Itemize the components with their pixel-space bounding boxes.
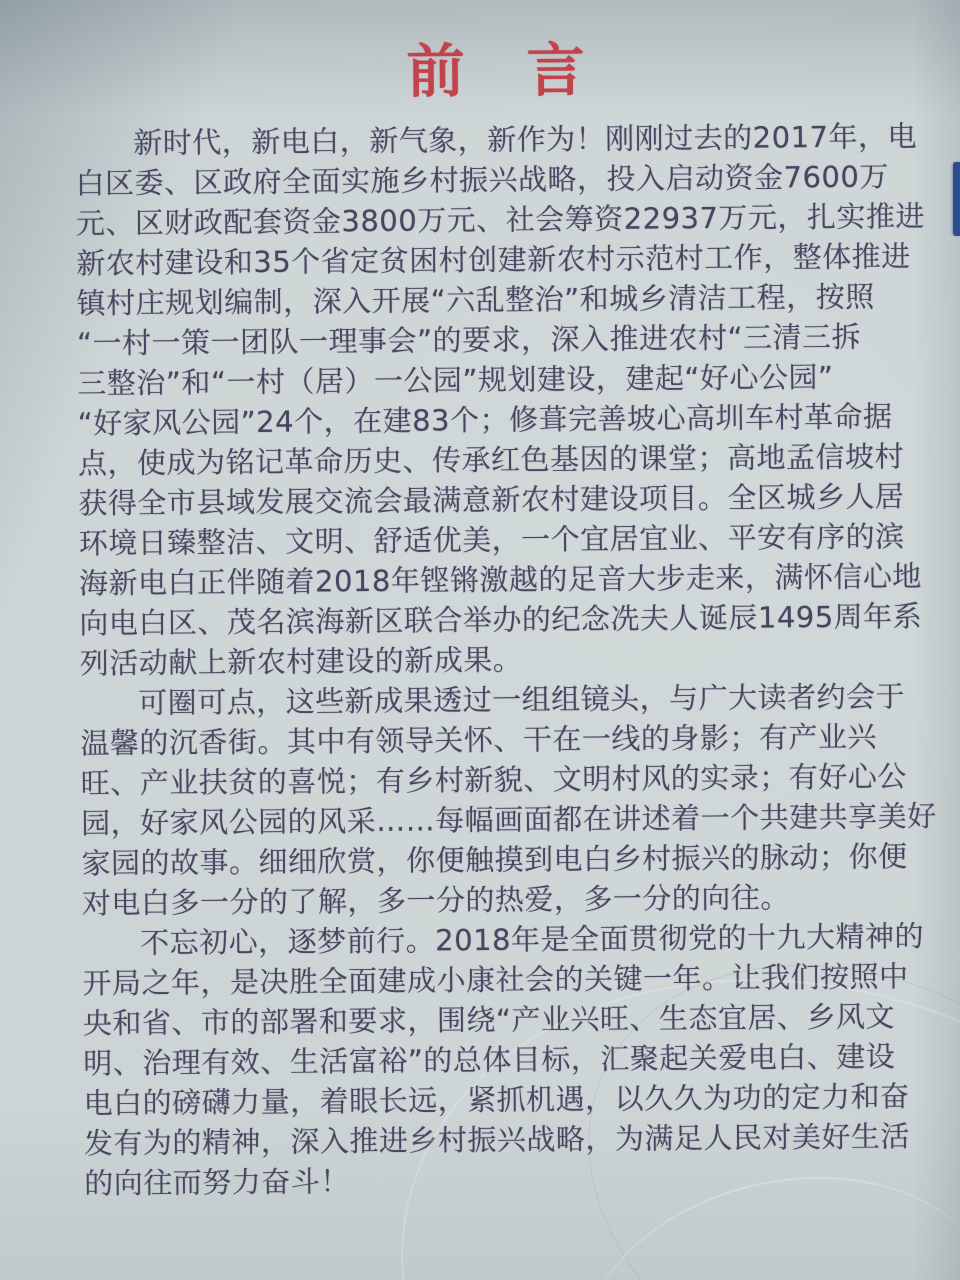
text-line: 获得全市县域发展交流会最满意新农村建设项目。全区城乡人居 bbox=[78, 479, 905, 521]
text-line: 新时代，新电白，新气象，新作为！刚刚过去的2017年，电 bbox=[133, 119, 918, 161]
text-line: 点，使成为铭记革命历史、传承红色基因的课堂；高地孟信坡村 bbox=[77, 439, 905, 481]
text-line: 电白的磅礴力量，着眼长远，紧抓机遇，以久久为功的定力和奋 bbox=[83, 1079, 910, 1121]
text-line: 发有为的精神，深入推进乡村振兴战略，为满足人民对美好生活 bbox=[83, 1119, 911, 1161]
text-line: 向电白区、茂名滨海新区联合举办的纪念冼夫人诞辰1495周年系 bbox=[79, 599, 923, 641]
text-line: 对电白多一分的了解，多一分的热爱，多一分的向往。 bbox=[81, 880, 791, 921]
text-line: 明、治理有效、生活富裕”的总体目标，汇聚起关爱电白、建设 bbox=[83, 1039, 896, 1081]
text-line: 温馨的沉香街。其中有领导关怀、干在一线的身影；有产业兴 bbox=[80, 719, 878, 761]
text-line: 镇村庄规划编制，深入开展“六乱整治”和城乡清洁工程，按照 bbox=[76, 279, 875, 321]
text-line: 环境日臻整洁、文明、舒适优美，一个宜居宜业、平安有序的滨 bbox=[78, 519, 905, 561]
text-line: 旺、产业扶贫的喜悦；有乡村新貌、文明村风的实录；有好心公 bbox=[80, 759, 907, 801]
text-line: 家园的故事。细细欣赏，你便触摸到电白乡村振兴的脉动；你便 bbox=[81, 839, 908, 881]
text-line: 开局之年，是决胜全面建成小康社会的关键一年。让我们按照中 bbox=[82, 959, 909, 1001]
paragraph-2 bbox=[80, 676, 937, 923]
page-edge-mark bbox=[953, 162, 960, 236]
text-line: 海新电白正伴随着2018年铿锵激越的足音大步走来，满怀信心地 bbox=[78, 559, 923, 601]
text-line: 列活动献上新农村建设的新成果。 bbox=[79, 642, 523, 681]
text-line: 的向往而努力奋斗！ bbox=[84, 1164, 350, 1201]
text-line: 园，好家风公园的风采……每幅画面都在讲述着一个共建共享美好 bbox=[81, 799, 937, 841]
text-line: 不忘初心，逐梦前行。2018年是全面贯彻党的十九大精神的 bbox=[140, 919, 925, 961]
text-line: “好家风公园”24个，在建83个；修葺完善坡心高圳车村革命据 bbox=[77, 399, 893, 441]
text-line: 新农村建设和35个省定贫困村创建新农村示范村工作，整体推进 bbox=[76, 239, 911, 281]
text-line: 可圈可点，这些新成果透过一组组镜头，与广大读者约会于 bbox=[137, 679, 906, 721]
text-line: 元、区财政配套资金3800万元、社会筹资22937万元，扎实推进 bbox=[75, 199, 926, 241]
text-line: 央和省、市的部署和要求，围绕“产业兴旺、生态宜居、乡风文 bbox=[82, 999, 896, 1041]
page-title: 前 言 bbox=[406, 36, 587, 106]
text-line: 三整治”和“一村（居）一公园”规划建设，建起“好心公园” bbox=[77, 359, 834, 401]
paragraph-1 bbox=[75, 116, 924, 683]
text-line: 白区委、区政府全面实施乡村振兴战略，投入启动资金7600万 bbox=[75, 159, 890, 201]
text-line: “一村一策一团队一理事会”的要求，深入推进农村“三清三拆 bbox=[76, 319, 862, 361]
